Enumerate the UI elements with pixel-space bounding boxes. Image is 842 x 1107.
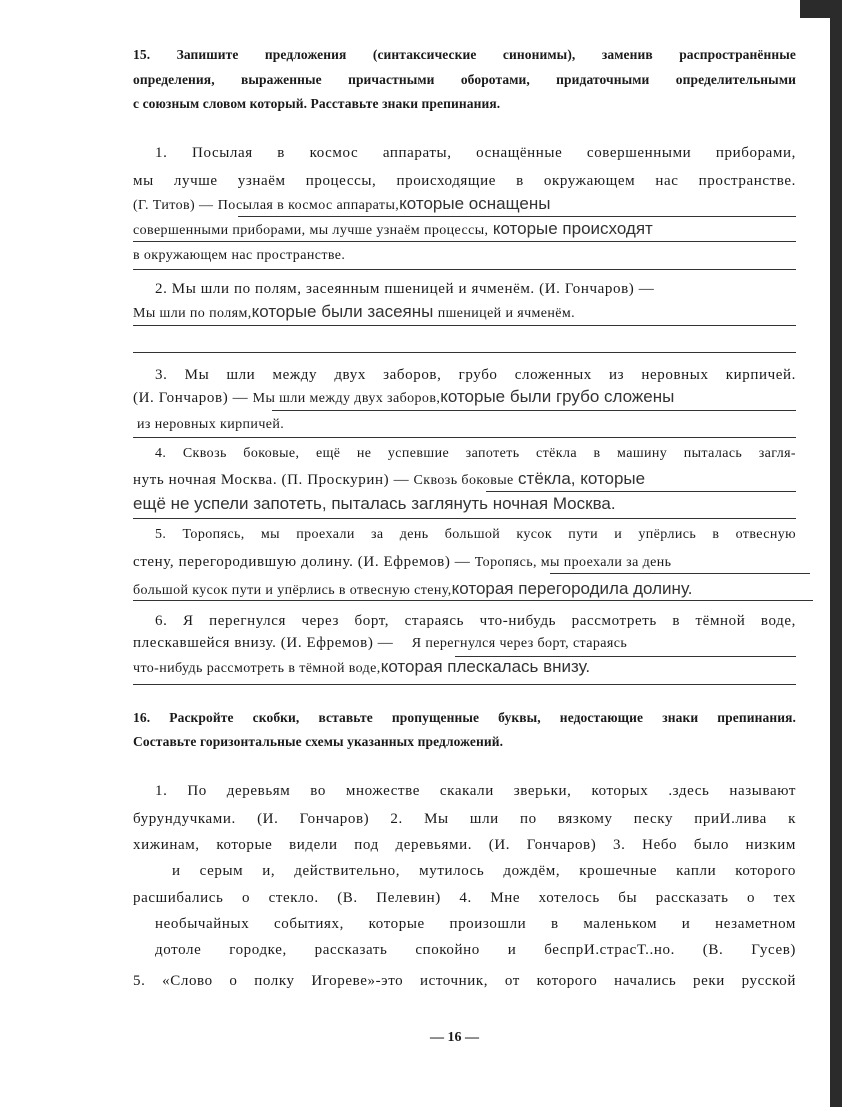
body-line: 5. «Слово о полку Игореве»-это источник, от которого начались реки русской [133,973,796,989]
answer-printed: Я перегнулся через борт, стараясь [411,636,628,651]
source: (Г. Титов) — [133,198,214,213]
underline [550,573,810,574]
underline [133,600,813,601]
exercise-text: плескавшейся внизу. (И. Ефремов) — [133,635,394,651]
answer-line [133,552,823,573]
answer-printed: что-нибудь рассмотреть в тёмной воде, [133,661,381,676]
exercise-text: 5. Торопясь, мы проехали за день большой кусок пути и упёрлись в отвесную [155,527,796,542]
task15-title: определения, выраженные причастными оборотами, придаточными определительными [133,72,796,87]
body-line: расшибались о стекло. (В. Пелевин) 4. Мне хотелось бы рассказать о тех [133,890,796,906]
exercise-text: 4. Сквозь боковые, ещё не успевшие запотеть стёкла в машину пыталась загля- [155,446,796,461]
body-line: необычайных событиях, которые произошли в маленьком и незаметном [155,916,796,932]
answer-printed: в окружающем нас пространстве. [133,248,346,263]
answer-line [133,633,796,654]
underline [133,269,796,270]
answer-handwritten: которые происходят [492,219,653,238]
exercise-text: 6. Я перегнулся через борт, стараясь что-нибудь рассмотреть в тёмной воде, [155,613,796,629]
page-number: — 16 — [430,1030,479,1045]
body-line: бурундучками. (И. Гончаров) 2. Мы шли по вязкому песку приИ.лива к [133,811,796,827]
answer-line [133,302,796,324]
answer-handwritten: которая плескалась внизу. [380,657,591,676]
task15-title: с союзным словом который. Расставьте знаки препинания. [133,96,501,111]
task16-title: Составьте горизонтальные схемы указанных предложений. [133,734,504,749]
body-line: и серым и, действительно, мутилось дождём, крошечные капли которого [172,863,796,879]
exercise-text: стену, перегородившую долину. (И. Ефремов) — [133,554,471,570]
answer-line [133,469,796,491]
answer-line [133,219,796,241]
answer-handwritten: которые были грубо сложены [440,387,675,406]
answer-line [133,657,796,679]
body-line: дотоле городке, рассказать спокойно и беспрИ.страсТ..но. (В. Гусев) [155,942,796,958]
answer-printed: совершенными приборами, мы лучше узнаём процессы, [133,223,489,238]
exercise-text: мы лучше узнаём процессы, происходящие в окружающем нас пространстве. [133,173,796,189]
scan-edge [830,0,842,1107]
answer-handwritten: ещё не успели запотеть, пыталась заглянуть ночная Москва. [133,494,616,513]
underline [272,410,796,411]
answer-printed: из неровных кирпичей. [137,417,285,432]
underline [133,352,796,353]
answer-printed: Сквозь боковые [413,473,514,488]
answer-printed: Мы шли между двух заборов, [252,391,441,406]
exercise-text: нуть ночная Москва. (П. Проскурин) — [133,472,410,488]
answer-handwritten: стёкла, которые [518,469,646,488]
exercise-text: 3. Мы шли между двух заборов, грубо сложенных из неровных кирпичей. [155,367,796,383]
underline [238,216,796,217]
answer-line [133,387,796,409]
answer-printed: Торопясь, мы проехали за день [474,555,672,570]
answer-printed: большой кусок пути и упёрлись в отвесную стену, [133,583,452,598]
task15-title: 15. Запишите предложения (синтаксические синонимы), заменив распространённые [133,47,796,62]
answer-line [133,579,833,601]
underline [133,241,796,242]
answer-printed: Посылая в космос аппараты, [217,198,400,213]
answer-printed: Мы шли по полям, [133,306,252,321]
answer-handwritten: которая перегородила долину. [451,579,693,598]
task16-title: 16. Раскройте скобки, вставьте пропущенные буквы, недостающие знаки препинания. [133,710,796,725]
underline [133,437,796,438]
body-line: хижинам, которые видели под деревьями. (И. Гончаров) 3. Небо было низким [133,837,796,853]
answer-handwritten: которые оснащены [399,194,551,213]
underline [133,518,796,519]
scan-edge [800,0,842,18]
underline [133,684,796,685]
answer-printed: пшеницей и ячменём. [437,306,576,321]
underline [486,491,796,492]
exercise-text: 2. Мы шли по полям, засеянным пшеницей и ячменём. (И. Гончаров) — [155,281,655,297]
body-line: 1. По деревьям во множестве скакали зверьки, которых .здесь называют [155,783,796,799]
exercise-text: 1. Посылая в космос аппараты, оснащённые совершенными приборами, [155,145,796,161]
underline [133,325,796,326]
answer-line [133,194,796,216]
source: (И. Гончаров) — [133,390,249,406]
answer-handwritten: которые были засеяны [251,302,434,321]
